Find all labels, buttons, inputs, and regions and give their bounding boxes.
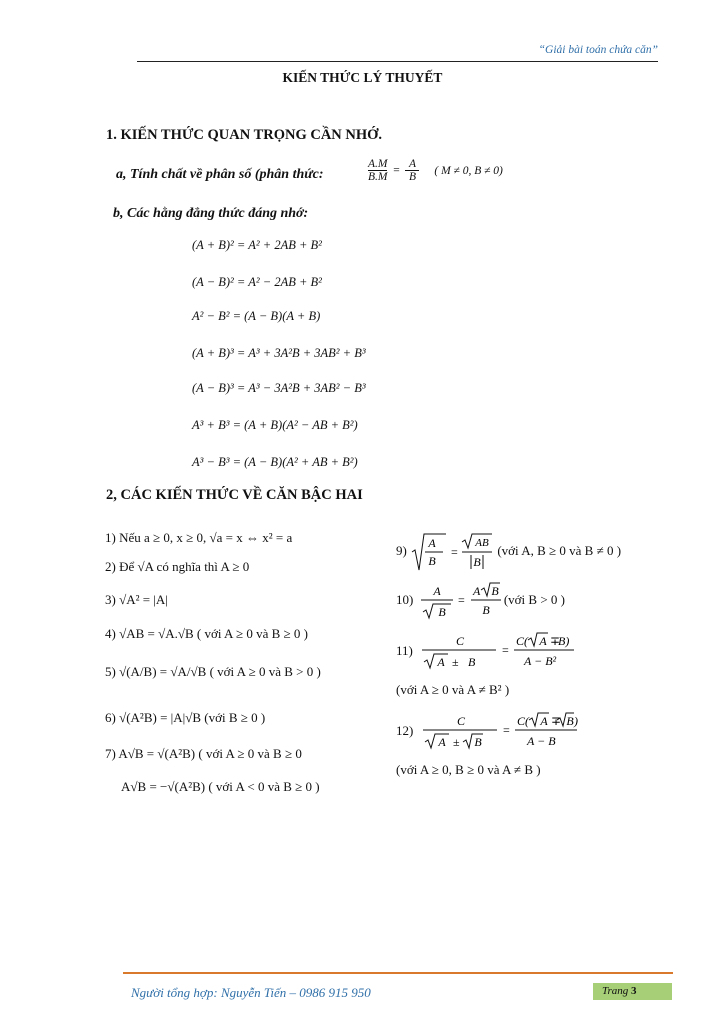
rule-12-number: 12) [396, 722, 414, 738]
identity-7: A³ − B³ = (A − B)(A² + AB + B²) [192, 455, 358, 469]
svg-text:B: B [473, 555, 481, 569]
identity-3: A² − B² = (A − B)(A + B) [192, 309, 321, 323]
svg-text:A − B: A − B [526, 734, 556, 748]
rule-9-number: 9) [396, 542, 407, 558]
svg-text:∓: ∓ [550, 714, 561, 728]
sqrt-rule-7b: A√B = −√(A²B) ( với A < 0 và B ≥ 0 ) [121, 779, 320, 794]
svg-text:AB: AB [475, 537, 489, 549]
svg-text:B: B [473, 735, 482, 749]
svg-text:C(: C( [516, 714, 529, 728]
rule-12-formula [417, 712, 577, 752]
svg-text:B: B [428, 554, 436, 568]
svg-text:=: = [457, 593, 465, 607]
sqrt-rule-6: 6) √(A²B) = |A|√B (với B ≥ 0 ) [105, 710, 266, 725]
rule-10-formula [417, 582, 501, 620]
rule-9-condition: (với A, B ≥ 0 và B ≠ 0 ) [497, 542, 622, 558]
section-2-heading: 2, CÁC KIẾN THỨC VỀ CĂN BẬC HAI [106, 487, 363, 503]
svg-text:A: A [428, 536, 436, 550]
formula-denominator-left: B.M [368, 171, 388, 183]
sqrt-rule-12 [396, 712, 577, 752]
svg-text:A: A [539, 714, 548, 728]
rule-10-number: 10) [396, 591, 414, 607]
section-1-heading: 1. KIẾN THỨC QUAN TRỌNG CẦN NHỚ. [106, 127, 383, 143]
svg-text:B: B [481, 603, 490, 617]
identity-1: (A + B)² = A² + 2AB + B² [192, 238, 322, 252]
svg-text:A: A [472, 584, 480, 598]
sqrt-rule-7: 7) A√B = √(A²B) ( với A ≥ 0 và B ≥ 0 [105, 746, 302, 761]
svg-text:A: A [432, 584, 441, 598]
sqrt-rule-4: 4) √AB = √A.√B ( với A ≥ 0 và B ≥ 0 ) [105, 626, 308, 641]
fraction-property-formula: $\frac{A.M}{B.M}$ = $\frac{A}{B}$ ( M ≠ 0, B ≠ 0) [368, 158, 503, 183]
svg-text:): ) [573, 714, 578, 728]
header-divider [137, 61, 658, 62]
svg-text:∓: ∓ [550, 634, 561, 648]
rule-11-condition: (với A ≥ 0 và A ≠ B² ) [396, 682, 510, 697]
svg-text:=: = [451, 545, 458, 559]
sqrt-rule-10 [396, 582, 565, 620]
svg-text:=: = [502, 643, 509, 657]
svg-text:A − B²: A − B² [524, 654, 557, 668]
svg-text:C(: C( [516, 634, 529, 648]
page-title: KIẾN THỨC LÝ THUYẾT [282, 70, 443, 85]
page-label: Trang [602, 985, 632, 997]
svg-text:A: A [437, 655, 445, 669]
identities-label: b, Các hằng đẳng thức đáng nhớ: [113, 206, 309, 221]
page-number-badge [593, 983, 672, 1000]
svg-text:A: A [539, 634, 547, 648]
footer-author: Người tổng hợp: Nguyễn Tiến – 0986 915 950 [131, 985, 371, 1000]
identity-5: (A − B)³ = A³ − 3A²B + 3AB² − B³ [192, 381, 366, 395]
rule-11-formula [416, 632, 576, 672]
svg-text:A: A [437, 735, 446, 749]
svg-text:±: ± [452, 735, 460, 749]
identity-6: A³ + B³ = (A + B)(A² − AB + B²) [192, 418, 358, 432]
document-header-title: “Giải bài toán chứa căn” [538, 44, 658, 56]
svg-text:B): B) [558, 634, 570, 648]
formula-denominator-right: B [405, 170, 419, 183]
formula-numerator-right: A [408, 158, 416, 170]
svg-text:C: C [456, 714, 465, 728]
identity-2: (A − B)² = A² − 2AB + B² [192, 275, 322, 289]
formula-numerator-left: A.M [368, 158, 388, 170]
rule-10-condition: (với B > 0 ) [503, 591, 565, 607]
formula-condition: ( M ≠ 0, B ≠ 0) [434, 164, 503, 177]
svg-text:C: C [456, 634, 465, 648]
footer-divider [123, 972, 673, 974]
rule-9-formula [410, 532, 494, 572]
fraction-property-label: a, Tính chất về phân số (phân thức: [116, 167, 324, 182]
rule-12-condition: (với A ≥ 0, B ≥ 0 và A ≠ B ) [396, 762, 541, 777]
sqrt-rule-11 [396, 632, 576, 672]
svg-text:B: B [468, 655, 476, 669]
svg-text:B: B [565, 714, 574, 728]
sqrt-rule-5: 5) √(A/B) = √A/√B ( với A ≥ 0 và B > 0 ) [105, 664, 321, 679]
svg-text:B: B [437, 605, 446, 619]
svg-text:=: = [502, 723, 510, 737]
rule-11-number: 11) [396, 642, 413, 658]
sqrt-rule-3: 3) √A² = |A| [105, 592, 168, 607]
svg-text:B: B [490, 584, 499, 598]
page-number: 3 [631, 985, 637, 997]
sqrt-rule-9 [396, 532, 621, 572]
sqrt-rule-2: 2) Để √A có nghĩa thì A ≥ 0 [105, 559, 250, 574]
sqrt-rule-1: 1) Nếu a ≥ 0, x ≥ 0, √a = x ⇔ x² = a [105, 530, 293, 545]
svg-text:±: ± [452, 655, 459, 669]
identity-4: (A + B)³ = A³ + 3A²B + 3AB² + B³ [192, 346, 366, 360]
